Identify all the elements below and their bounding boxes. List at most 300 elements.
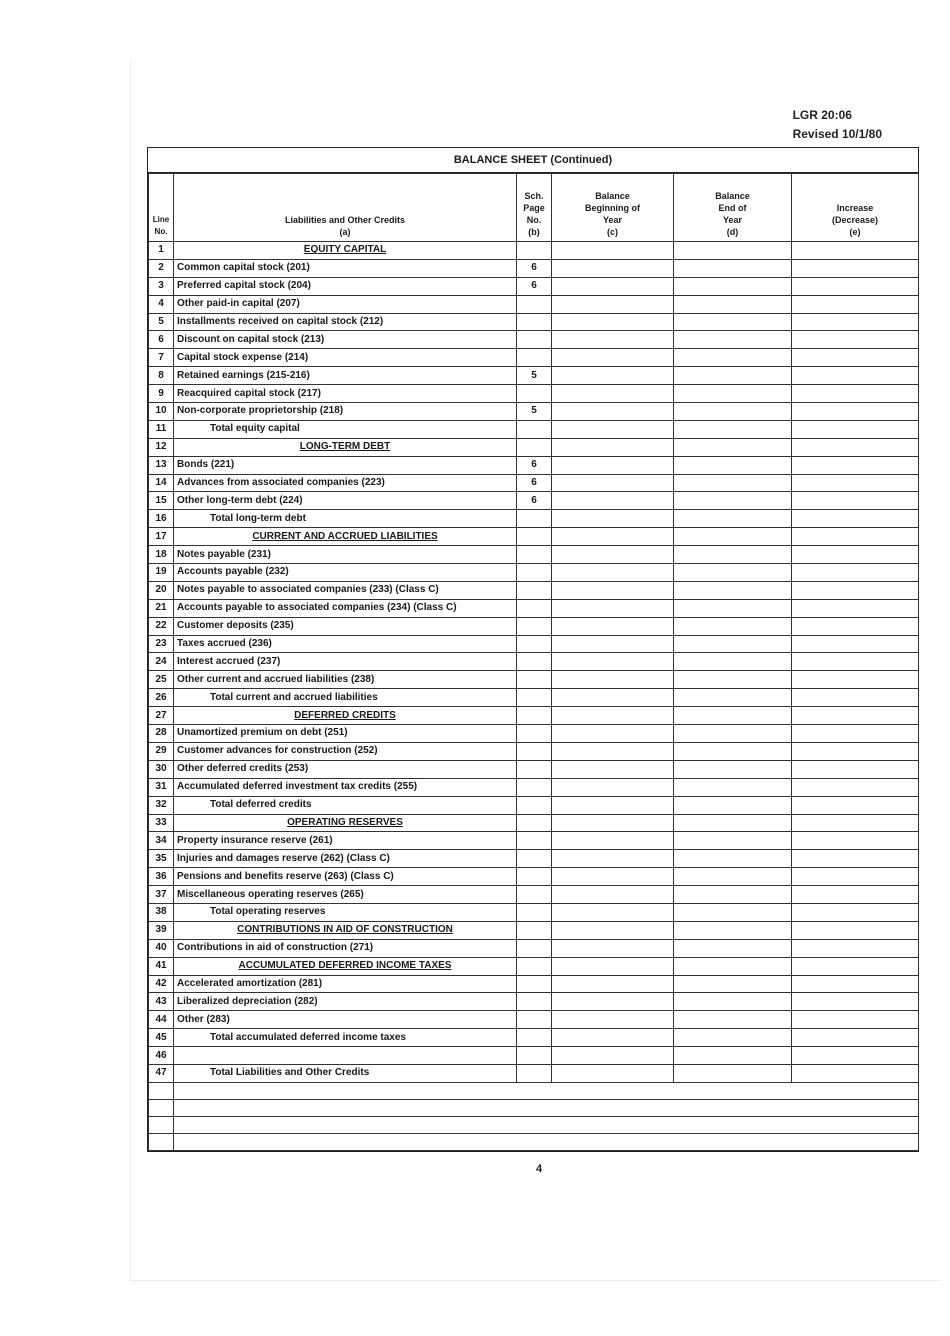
balance-beginning-cell[interactable]	[552, 760, 674, 778]
schedule-page	[517, 742, 552, 760]
schedule-page: 6	[517, 259, 552, 277]
schedule-page	[517, 832, 552, 850]
increase-decrease-cell[interactable]	[792, 599, 919, 617]
balance-beginning-cell[interactable]	[552, 546, 674, 564]
line-description: OPERATING RESERVES	[174, 814, 517, 832]
balance-end-cell[interactable]	[674, 510, 792, 528]
increase-decrease-cell[interactable]	[792, 528, 919, 546]
line-description: Accounts payable (232)	[174, 564, 517, 582]
table-row	[149, 903, 919, 921]
increase-decrease-cell[interactable]	[792, 921, 919, 939]
line-number: 29	[149, 742, 174, 760]
balance-end-cell[interactable]	[674, 921, 792, 939]
balance-beginning-cell[interactable]	[552, 385, 674, 403]
balance-beginning-cell[interactable]	[552, 796, 674, 814]
balance-end-cell[interactable]	[674, 581, 792, 599]
schedule-page	[517, 760, 552, 778]
table-row	[149, 617, 919, 635]
increase-decrease-cell[interactable]	[792, 760, 919, 778]
line-number: 15	[149, 492, 174, 510]
line-description: CONTRIBUTIONS IN AID OF CONSTRUCTION	[174, 921, 517, 939]
increase-decrease-cell[interactable]	[792, 868, 919, 886]
balance-beginning-cell[interactable]	[552, 850, 674, 868]
schedule-page	[517, 975, 552, 993]
line-number: 46	[149, 1047, 174, 1065]
balance-beginning-cell[interactable]	[552, 313, 674, 331]
schedule-page	[517, 886, 552, 904]
increase-decrease-cell[interactable]	[792, 331, 919, 349]
balance-beginning-cell[interactable]	[552, 599, 674, 617]
balance-beginning-cell[interactable]	[552, 939, 674, 957]
balance-end-cell[interactable]	[674, 903, 792, 921]
balance-beginning-cell[interactable]	[552, 1011, 674, 1029]
line-number: 31	[149, 778, 174, 796]
balance-beginning-cell[interactable]	[552, 1064, 674, 1082]
balance-beginning-cell[interactable]	[552, 1047, 674, 1065]
increase-decrease-cell[interactable]	[792, 1029, 919, 1047]
line-description: Other long-term debt (224)	[174, 492, 517, 510]
page-number: 4	[536, 1163, 543, 1175]
balance-end-cell[interactable]	[674, 1064, 792, 1082]
table-row	[149, 635, 919, 653]
balance-beginning-cell[interactable]	[552, 832, 674, 850]
line-description: Customer deposits (235)	[174, 617, 517, 635]
balance-end-cell[interactable]	[674, 492, 792, 510]
schedule-page	[517, 438, 552, 456]
increase-decrease-cell[interactable]	[792, 653, 919, 671]
increase-decrease-cell[interactable]	[792, 1064, 919, 1082]
balance-beginning-cell[interactable]	[552, 564, 674, 582]
form-identifier	[793, 106, 882, 144]
table-row	[149, 742, 919, 760]
increase-decrease-cell[interactable]	[792, 635, 919, 653]
schedule-page	[517, 313, 552, 331]
table-row	[149, 277, 919, 295]
schedule-page	[517, 671, 552, 689]
table-row	[149, 886, 919, 904]
balance-end-cell[interactable]	[674, 617, 792, 635]
line-description: Other current and accrued liabilities (238)	[174, 671, 517, 689]
schedule-page	[517, 635, 552, 653]
increase-decrease-cell[interactable]	[792, 671, 919, 689]
line-number: 47	[149, 1064, 174, 1082]
line-number: 40	[149, 939, 174, 957]
balance-end-cell[interactable]	[674, 403, 792, 421]
balance-end-cell[interactable]	[674, 796, 792, 814]
schedule-page	[517, 599, 552, 617]
line-number: 16	[149, 510, 174, 528]
balance-beginning-cell[interactable]	[552, 707, 674, 725]
balance-beginning-cell[interactable]	[552, 492, 674, 510]
schedule-page	[517, 420, 552, 438]
header-begin-letter: (c)	[607, 227, 618, 237]
table-row	[149, 993, 919, 1011]
balance-end-cell[interactable]	[674, 993, 792, 1011]
line-number: 44	[149, 1011, 174, 1029]
line-number: 27	[149, 707, 174, 725]
table-row	[149, 653, 919, 671]
balance-end-cell[interactable]	[674, 385, 792, 403]
increase-decrease-cell[interactable]	[792, 778, 919, 796]
blank-row	[149, 1116, 919, 1133]
line-number: 6	[149, 331, 174, 349]
balance-beginning-cell[interactable]	[552, 456, 674, 474]
line-number: 2	[149, 259, 174, 277]
line-number: 13	[149, 456, 174, 474]
balance-beginning-cell[interactable]	[552, 921, 674, 939]
balance-beginning-cell[interactable]	[552, 903, 674, 921]
line-number: 38	[149, 903, 174, 921]
line-description: Capital stock expense (214)	[174, 349, 517, 367]
table-row	[149, 939, 919, 957]
increase-decrease-cell[interactable]	[792, 707, 919, 725]
blank-row	[149, 1082, 919, 1099]
balance-end-cell[interactable]	[674, 975, 792, 993]
table-row	[149, 1029, 919, 1047]
table-row	[149, 403, 919, 421]
increase-decrease-cell[interactable]	[792, 725, 919, 743]
balance-beginning-cell[interactable]	[552, 367, 674, 385]
line-number: 19	[149, 564, 174, 582]
increase-decrease-cell[interactable]	[792, 456, 919, 474]
line-description: Property insurance reserve (261)	[174, 832, 517, 850]
increase-decrease-cell[interactable]	[792, 277, 919, 295]
schedule-page	[517, 903, 552, 921]
table-row	[149, 957, 919, 975]
line-number: 23	[149, 635, 174, 653]
increase-decrease-cell[interactable]	[792, 1011, 919, 1029]
line-number: 35	[149, 850, 174, 868]
balance-end-cell[interactable]	[674, 725, 792, 743]
balance-end-cell[interactable]	[674, 331, 792, 349]
line-description: Total current and accrued liabilities	[174, 689, 517, 707]
header-change-label: Increase (Decrease)	[831, 203, 879, 225]
table-row	[149, 778, 919, 796]
table-row	[149, 492, 919, 510]
balance-beginning-cell[interactable]	[552, 331, 674, 349]
line-number: 28	[149, 725, 174, 743]
line-description: Other paid-in capital (207)	[174, 295, 517, 313]
table-row	[149, 242, 919, 260]
increase-decrease-cell[interactable]	[792, 814, 919, 832]
schedule-page	[517, 349, 552, 367]
header-change-letter: (e)	[849, 227, 861, 237]
blank-row	[149, 1099, 919, 1116]
schedule-page	[517, 725, 552, 743]
line-number: 8	[149, 367, 174, 385]
balance-end-cell[interactable]	[674, 832, 792, 850]
table-row	[149, 385, 919, 403]
balance-end-cell[interactable]	[674, 1011, 792, 1029]
balance-end-cell[interactable]	[674, 653, 792, 671]
increase-decrease-cell[interactable]	[792, 474, 919, 492]
line-number: 10	[149, 403, 174, 421]
increase-decrease-cell[interactable]	[792, 385, 919, 403]
balance-beginning-cell[interactable]	[552, 671, 674, 689]
balance-beginning-cell[interactable]	[552, 635, 674, 653]
schedule-page	[517, 242, 552, 260]
increase-decrease-cell[interactable]	[792, 742, 919, 760]
schedule-page: 5	[517, 367, 552, 385]
balance-end-cell[interactable]	[674, 277, 792, 295]
balance-beginning-cell[interactable]	[552, 510, 674, 528]
balance-beginning-cell[interactable]	[552, 349, 674, 367]
increase-decrease-cell[interactable]	[792, 564, 919, 582]
line-description: Reacquired capital stock (217)	[174, 385, 517, 403]
table-row	[149, 921, 919, 939]
balance-end-cell[interactable]	[674, 707, 792, 725]
line-number: 3	[149, 277, 174, 295]
increase-decrease-cell[interactable]	[792, 832, 919, 850]
increase-decrease-cell[interactable]	[792, 367, 919, 385]
schedule-page: 6	[517, 277, 552, 295]
line-number: 12	[149, 438, 174, 456]
schedule-page	[517, 295, 552, 313]
header-description	[174, 174, 517, 242]
line-description: LONG-TERM DEBT	[174, 438, 517, 456]
balance-beginning-cell[interactable]	[552, 295, 674, 313]
balance-end-cell[interactable]	[674, 474, 792, 492]
line-number: 32	[149, 796, 174, 814]
balance-beginning-cell[interactable]	[552, 778, 674, 796]
increase-decrease-cell[interactable]	[792, 546, 919, 564]
table-row	[149, 420, 919, 438]
line-description: Accelerated amortization (281)	[174, 975, 517, 993]
line-number: 43	[149, 993, 174, 1011]
header-desc-label: Liabilities and Other Credits	[284, 215, 406, 225]
table-row	[149, 671, 919, 689]
balance-beginning-cell[interactable]	[552, 528, 674, 546]
header-line-no: Line No.	[149, 174, 174, 242]
increase-decrease-cell[interactable]	[792, 492, 919, 510]
table-row	[149, 581, 919, 599]
balance-beginning-cell[interactable]	[552, 689, 674, 707]
header-sch-label: Sch. Page No.	[523, 191, 545, 225]
schedule-page	[517, 546, 552, 564]
balance-beginning-cell[interactable]	[552, 277, 674, 295]
increase-decrease-cell[interactable]	[792, 850, 919, 868]
increase-decrease-cell[interactable]	[792, 617, 919, 635]
balance-beginning-cell[interactable]	[552, 420, 674, 438]
line-number: 22	[149, 617, 174, 635]
line-number: 11	[149, 420, 174, 438]
balance-end-cell[interactable]	[674, 528, 792, 546]
line-description: Notes payable to associated companies (233) (Class C)	[174, 581, 517, 599]
line-number: 39	[149, 921, 174, 939]
balance-end-cell[interactable]	[674, 367, 792, 385]
schedule-page	[517, 331, 552, 349]
schedule-page	[517, 528, 552, 546]
header-begin-label: Balance Beginning of Year	[585, 191, 640, 225]
increase-decrease-cell[interactable]	[792, 438, 919, 456]
line-description: Total Liabilities and Other Credits	[174, 1064, 517, 1082]
line-description: Bonds (221)	[174, 456, 517, 474]
line-number: 9	[149, 385, 174, 403]
balance-end-cell[interactable]	[674, 886, 792, 904]
increase-decrease-cell[interactable]	[792, 975, 919, 993]
line-number: 36	[149, 868, 174, 886]
line-description: Other deferred credits (253)	[174, 760, 517, 778]
line-description: Retained earnings (215-216)	[174, 367, 517, 385]
balance-end-cell[interactable]	[674, 689, 792, 707]
increase-decrease-cell[interactable]	[792, 510, 919, 528]
increase-decrease-cell[interactable]	[792, 349, 919, 367]
increase-decrease-cell[interactable]	[792, 259, 919, 277]
balance-beginning-cell[interactable]	[552, 259, 674, 277]
line-number: 34	[149, 832, 174, 850]
line-description: Accumulated deferred investment tax credits (255)	[174, 778, 517, 796]
schedule-page	[517, 564, 552, 582]
line-description: Pensions and benefits reserve (263) (Class C)	[174, 868, 517, 886]
line-number: 1	[149, 242, 174, 260]
line-description: Total equity capital	[174, 420, 517, 438]
table-row	[149, 850, 919, 868]
line-number: 30	[149, 760, 174, 778]
table-row	[149, 725, 919, 743]
table-row	[149, 796, 919, 814]
balance-end-cell[interactable]	[674, 778, 792, 796]
balance-end-cell[interactable]	[674, 599, 792, 617]
balance-beginning-cell[interactable]	[552, 653, 674, 671]
line-description: Installments received on capital stock (212)	[174, 313, 517, 331]
increase-decrease-cell[interactable]	[792, 939, 919, 957]
table-row	[149, 295, 919, 313]
balance-beginning-cell[interactable]	[552, 814, 674, 832]
balance-beginning-cell[interactable]	[552, 403, 674, 421]
increase-decrease-cell[interactable]	[792, 993, 919, 1011]
table-row	[149, 259, 919, 277]
balance-end-cell[interactable]	[674, 420, 792, 438]
line-description: CURRENT AND ACCRUED LIABILITIES	[174, 528, 517, 546]
balance-beginning-cell[interactable]	[552, 742, 674, 760]
table-row	[149, 528, 919, 546]
table-row	[149, 1047, 919, 1065]
table-row	[149, 564, 919, 582]
table-row	[149, 689, 919, 707]
increase-decrease-cell[interactable]	[792, 1047, 919, 1065]
increase-decrease-cell[interactable]	[792, 689, 919, 707]
balance-beginning-cell[interactable]	[552, 886, 674, 904]
form-number: LGR 20:06	[792, 108, 852, 122]
line-description	[174, 1047, 517, 1065]
table-row	[149, 760, 919, 778]
schedule-page	[517, 617, 552, 635]
balance-beginning-cell[interactable]	[552, 1029, 674, 1047]
balance-end-cell[interactable]	[674, 850, 792, 868]
table-row	[149, 1011, 919, 1029]
line-description: Preferred capital stock (204)	[174, 277, 517, 295]
balance-beginning-cell[interactable]	[552, 957, 674, 975]
balance-beginning-cell[interactable]	[552, 725, 674, 743]
schedule-page	[517, 921, 552, 939]
increase-decrease-cell[interactable]	[792, 796, 919, 814]
increase-decrease-cell[interactable]	[792, 403, 919, 421]
line-number: 25	[149, 671, 174, 689]
line-description: Notes payable (231)	[174, 546, 517, 564]
balance-end-cell[interactable]	[674, 546, 792, 564]
balance-sheet-form	[147, 147, 919, 1152]
table-row	[149, 331, 919, 349]
table-row	[149, 832, 919, 850]
line-number: 41	[149, 957, 174, 975]
schedule-page	[517, 653, 552, 671]
balance-end-cell[interactable]	[674, 242, 792, 260]
balance-end-cell[interactable]	[674, 957, 792, 975]
line-number: 4	[149, 295, 174, 313]
line-description: Advances from associated companies (223)	[174, 474, 517, 492]
increase-decrease-cell[interactable]	[792, 420, 919, 438]
balance-end-cell[interactable]	[674, 438, 792, 456]
schedule-page	[517, 510, 552, 528]
balance-beginning-cell[interactable]	[552, 438, 674, 456]
increase-decrease-cell[interactable]	[792, 295, 919, 313]
line-description: Discount on capital stock (213)	[174, 331, 517, 349]
table-row	[149, 546, 919, 564]
balance-beginning-cell[interactable]	[552, 868, 674, 886]
line-number: 18	[149, 546, 174, 564]
increase-decrease-cell[interactable]	[792, 957, 919, 975]
schedule-page	[517, 1064, 552, 1082]
balance-end-cell[interactable]	[674, 1029, 792, 1047]
schedule-page	[517, 957, 552, 975]
balance-end-cell[interactable]	[674, 456, 792, 474]
increase-decrease-cell[interactable]	[792, 242, 919, 260]
balance-beginning-cell[interactable]	[552, 993, 674, 1011]
line-description: Liberalized depreciation (282)	[174, 993, 517, 1011]
line-number: 14	[149, 474, 174, 492]
increase-decrease-cell[interactable]	[792, 313, 919, 331]
balance-end-cell[interactable]	[674, 313, 792, 331]
balance-end-cell[interactable]	[674, 814, 792, 832]
balance-end-cell[interactable]	[674, 295, 792, 313]
balance-end-cell[interactable]	[674, 635, 792, 653]
balance-end-cell[interactable]	[674, 349, 792, 367]
balance-end-cell[interactable]	[674, 1047, 792, 1065]
balance-end-cell[interactable]	[674, 760, 792, 778]
increase-decrease-cell[interactable]	[792, 581, 919, 599]
schedule-page	[517, 868, 552, 886]
table-row	[149, 456, 919, 474]
balance-end-cell[interactable]	[674, 564, 792, 582]
header-sch	[517, 174, 552, 242]
line-description: Total deferred credits	[174, 796, 517, 814]
balance-end-cell[interactable]	[674, 868, 792, 886]
line-number: 20	[149, 581, 174, 599]
balance-beginning-cell[interactable]	[552, 975, 674, 993]
balance-end-cell[interactable]	[674, 259, 792, 277]
balance-beginning-cell[interactable]	[552, 474, 674, 492]
line-description: Total operating reserves	[174, 903, 517, 921]
form-title: BALANCE SHEET (Continued)	[148, 148, 918, 173]
line-number: 26	[149, 689, 174, 707]
balance-end-cell[interactable]	[674, 939, 792, 957]
balance-beginning-cell[interactable]	[552, 581, 674, 599]
table-row	[149, 313, 919, 331]
line-description: Unamortized premium on debt (251)	[174, 725, 517, 743]
header-beginning	[552, 174, 674, 242]
line-number: 7	[149, 349, 174, 367]
increase-decrease-cell[interactable]	[792, 886, 919, 904]
balance-beginning-cell[interactable]	[552, 617, 674, 635]
line-number: 37	[149, 886, 174, 904]
balance-end-cell[interactable]	[674, 671, 792, 689]
balance-beginning-cell[interactable]	[552, 242, 674, 260]
line-number: 24	[149, 653, 174, 671]
table-row	[149, 438, 919, 456]
schedule-page	[517, 689, 552, 707]
balance-end-cell[interactable]	[674, 742, 792, 760]
increase-decrease-cell[interactable]	[792, 903, 919, 921]
